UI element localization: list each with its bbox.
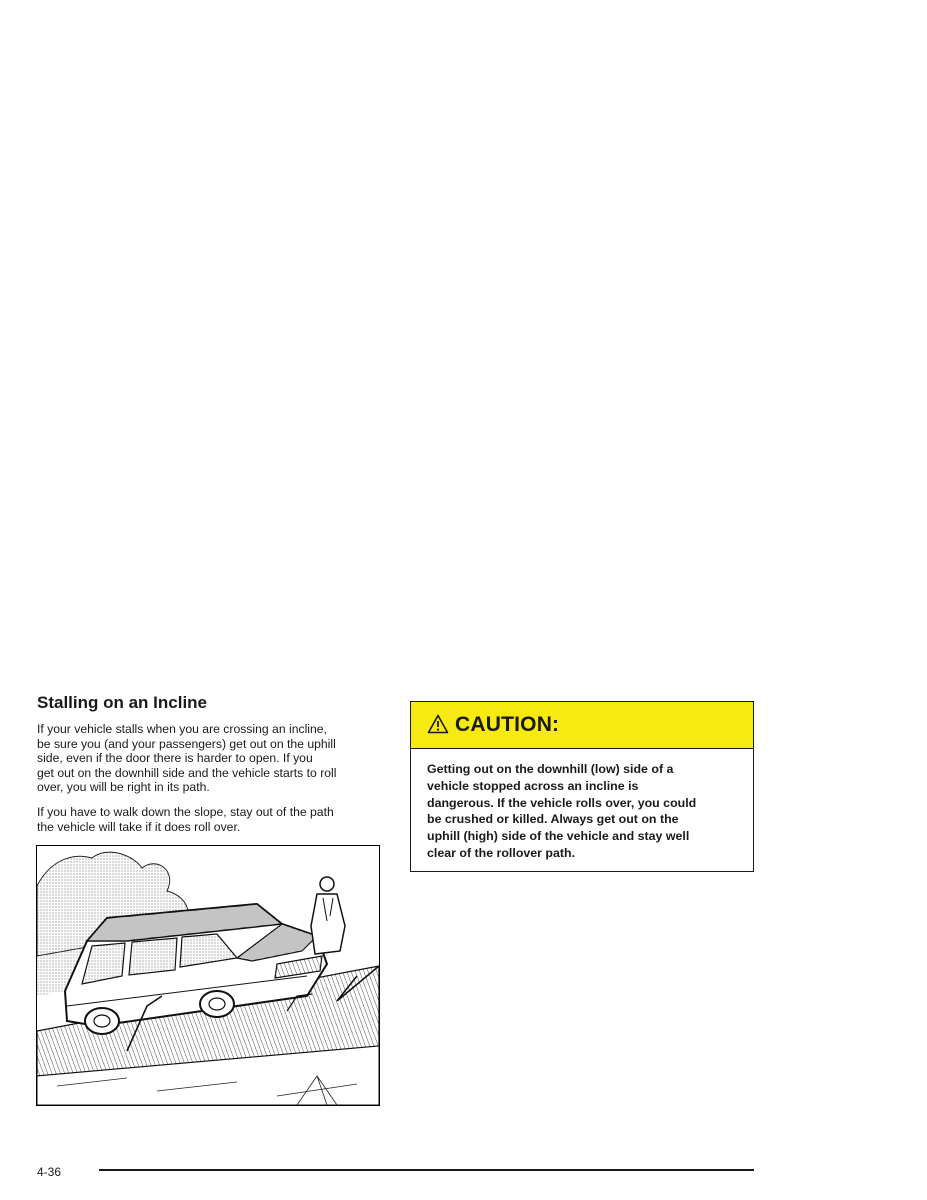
text-line: side, even if the door there is harder to open. If you xyxy=(37,751,313,766)
caution-box xyxy=(410,701,754,872)
page-number: 4-36 xyxy=(37,1165,62,1179)
warning-triangle-icon xyxy=(427,714,449,734)
text-line: If you have to walk down the slope, stay out of the path xyxy=(37,805,334,819)
text-line: If your vehicle stalls when you are crossing an incline, xyxy=(37,722,327,736)
vehicle-on-incline-illustration xyxy=(36,845,380,1106)
caution-body xyxy=(411,749,753,862)
text-line: dangerous. If the vehicle rolls over, you could xyxy=(427,795,697,810)
text-line: be crushed or killed. Always get out on the xyxy=(427,812,679,827)
footer-rule xyxy=(99,1169,754,1171)
caution-header xyxy=(411,702,753,749)
text-line: the vehicle will take if it does roll over. xyxy=(37,819,241,834)
paragraph-stalling-instructions xyxy=(37,722,387,795)
text-line: over, you will be right in its path. xyxy=(37,780,210,795)
text-line: clear of the rollover path. xyxy=(427,845,576,860)
paragraph-walk-down-slope xyxy=(37,805,387,834)
text-line: Getting out on the downhill (low) side of a xyxy=(427,762,674,776)
text-line: be sure you (and your passengers) get out on the uphill xyxy=(37,736,336,751)
text-line: vehicle stopped across an incline is xyxy=(427,778,639,793)
section-title: Stalling on an Incline xyxy=(37,693,208,712)
text-line: uphill (high) side of the vehicle and stay well xyxy=(427,829,690,844)
caution-label: CAUTION: xyxy=(455,713,560,736)
text-line: get out on the downhill side and the vehicle starts to roll xyxy=(37,765,337,780)
